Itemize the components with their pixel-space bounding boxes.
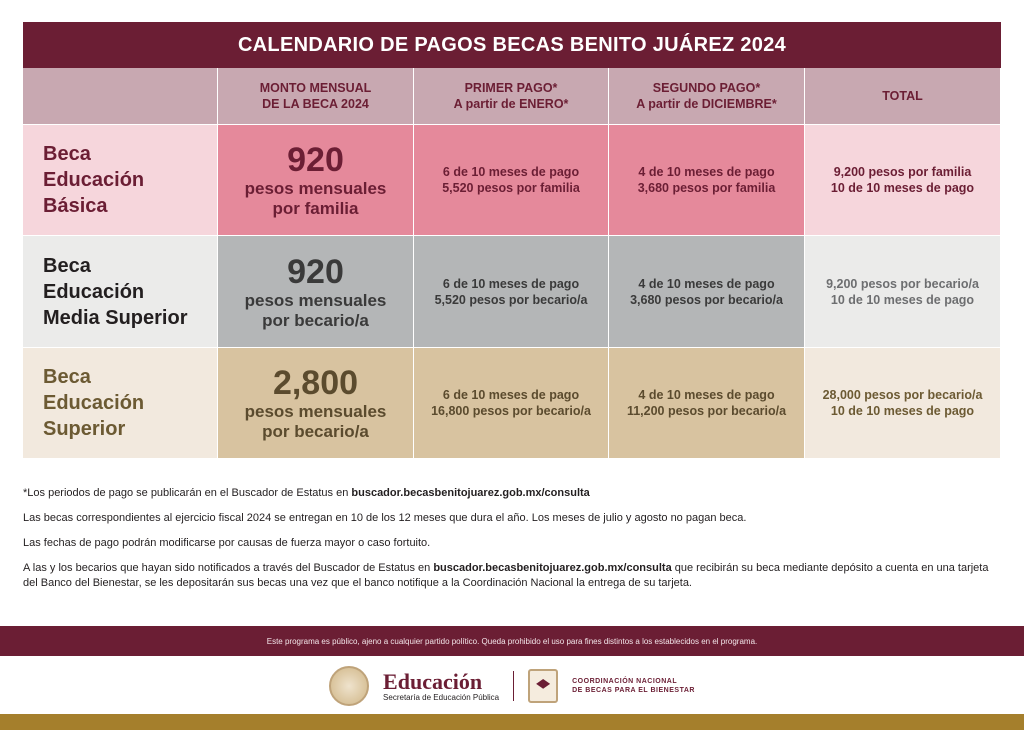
status-search-link[interactable]: buscador.becasbenitojuarez.gob.mx/consulta bbox=[433, 562, 672, 574]
header-line: A partir de DICIEMBRE* bbox=[636, 97, 777, 111]
payment-line: 5,520 pesos por familia bbox=[442, 181, 580, 195]
note-payment-periods bbox=[23, 486, 1003, 501]
payment-line: 6 de 10 meses de pago bbox=[442, 388, 580, 402]
payments-table bbox=[23, 68, 1001, 459]
payment-line: 11,200 pesos por becario/a bbox=[626, 404, 787, 418]
payment-line: 4 de 10 meses de pago bbox=[638, 388, 775, 402]
second-payment-basica bbox=[609, 125, 805, 236]
payment-line: 3,680 pesos por becario/a bbox=[630, 292, 783, 307]
disclaimer-bar: Este programa es público, ajeno a cualquier partido político. Queda prohibido el uso para fines distintos a los establecidos en el programa. bbox=[0, 626, 1024, 656]
logo-divider bbox=[513, 671, 514, 701]
amount-unit: por becario/a bbox=[262, 422, 369, 441]
header-line: PRIMER PAGO* bbox=[464, 81, 558, 95]
header-line: SEGUNDO PAGO* bbox=[652, 81, 761, 95]
note-bank-deposit bbox=[23, 561, 1003, 591]
total-line: 9,200 pesos por familia bbox=[833, 165, 972, 179]
row-label-line: Básica bbox=[43, 195, 108, 217]
payment-line: 5,520 pesos por becario/a bbox=[434, 292, 588, 307]
row-label-line: Beca bbox=[43, 254, 91, 277]
header-monthly-amount bbox=[218, 68, 414, 125]
note-fiscal-year: Las becas correspondientes al ejercicio fiscal 2024 se entregan en 10 de los 12 meses que dura el año. Los meses de julio y agosto no pagan beca. bbox=[23, 512, 747, 524]
payment-line: 16,800 pesos por becario/a bbox=[431, 404, 591, 418]
note-text: A las y los becarios que hayan sido notificados a través del Buscador de Estatus en bbox=[23, 562, 434, 574]
header-line: A partir de ENERO* bbox=[453, 97, 569, 111]
footnotes bbox=[23, 486, 1003, 601]
sep-logo bbox=[383, 668, 500, 702]
total-media-superior bbox=[805, 236, 1001, 348]
row-label-media-superior bbox=[23, 236, 218, 348]
second-payment-superior bbox=[609, 348, 805, 459]
header-second-payment bbox=[609, 68, 805, 125]
amount-unit: pesos mensuales bbox=[244, 179, 387, 198]
page-title: CALENDARIO DE PAGOS BECAS BENITO JUÁREZ 2024 bbox=[23, 22, 1001, 68]
second-payment-media-superior bbox=[609, 236, 805, 348]
payment-line: 6 de 10 meses de pago bbox=[442, 276, 580, 291]
amount-value: 920 bbox=[287, 252, 344, 291]
sep-logo-subtitle: Secretaría de Educación Pública bbox=[383, 692, 500, 702]
amount-unit: por familia bbox=[272, 199, 359, 218]
row-label-basica bbox=[23, 125, 218, 236]
row-label-line: Educación bbox=[43, 280, 145, 303]
cnbb-logo-text bbox=[572, 677, 695, 695]
note-date-changes: Las fechas de pago podrán modificarse por causas de fuerza mayor o caso fortuito. bbox=[23, 537, 431, 549]
row-label-line: Educación bbox=[43, 392, 145, 414]
row-label-superior bbox=[23, 348, 218, 459]
row-label-line: Educación bbox=[43, 169, 145, 191]
status-search-link[interactable]: buscador.becasbenitojuarez.gob.mx/consulta bbox=[351, 487, 590, 499]
row-label-line: Superior bbox=[43, 418, 126, 440]
payment-line: 3,680 pesos por familia bbox=[637, 181, 776, 195]
amount-value: 2,800 bbox=[272, 364, 359, 402]
bottom-gold-bar bbox=[0, 714, 1024, 730]
row-label-line: Beca bbox=[43, 143, 91, 165]
note-text: *Los periodos de pago se publicarán en el Buscador de Estatus en bbox=[23, 487, 352, 499]
total-line: 9,200 pesos por becario/a bbox=[826, 276, 979, 291]
row-label-line: Beca bbox=[43, 366, 91, 388]
cnbb-emblem-icon bbox=[528, 669, 558, 703]
header-first-payment bbox=[414, 68, 609, 125]
row-label-line: Media Superior bbox=[43, 306, 188, 329]
note-text: que recibirán su beca mediante depósito a cuenta en una tarjeta del Banco del Bienestar, se les depositarán sus becas una vez que el banco notifique a la Coordinación Nacional la entrega de su tarjeta. bbox=[23, 562, 989, 589]
table-corner bbox=[23, 68, 218, 125]
total-basica bbox=[805, 125, 1001, 236]
first-payment-basica bbox=[414, 125, 609, 236]
sep-logo-title: Educación bbox=[383, 668, 483, 694]
total-line: 10 de 10 meses de pago bbox=[830, 292, 975, 307]
monthly-amount-superior bbox=[218, 348, 414, 459]
cnbb-line: COORDINACIÓN NACIONAL bbox=[572, 678, 678, 685]
header-line: MONTO MENSUAL bbox=[259, 81, 372, 95]
monthly-amount-media-superior bbox=[218, 236, 414, 348]
payment-line: 4 de 10 meses de pago bbox=[638, 165, 775, 179]
payment-line: 4 de 10 meses de pago bbox=[638, 276, 775, 291]
cnbb-line: DE BECAS PARA EL BIENESTAR bbox=[572, 687, 695, 694]
payment-line: 6 de 10 meses de pago bbox=[442, 165, 580, 179]
header-total: TOTAL bbox=[805, 68, 1001, 125]
total-line: 28,000 pesos por becario/a bbox=[822, 388, 983, 402]
total-line: 10 de 10 meses de pago bbox=[830, 404, 975, 418]
monthly-amount-basica bbox=[218, 125, 414, 236]
first-payment-media-superior bbox=[414, 236, 609, 348]
total-superior bbox=[805, 348, 1001, 459]
national-seal-icon bbox=[329, 666, 369, 706]
first-payment-superior bbox=[414, 348, 609, 459]
amount-unit: por becario/a bbox=[262, 310, 369, 330]
amount-value: 920 bbox=[287, 141, 344, 179]
amount-unit: pesos mensuales bbox=[244, 402, 387, 421]
total-line: 10 de 10 meses de pago bbox=[830, 181, 975, 195]
amount-unit: pesos mensuales bbox=[244, 290, 387, 310]
header-line: DE LA BECA 2024 bbox=[262, 97, 369, 111]
logos-row bbox=[0, 662, 1024, 710]
